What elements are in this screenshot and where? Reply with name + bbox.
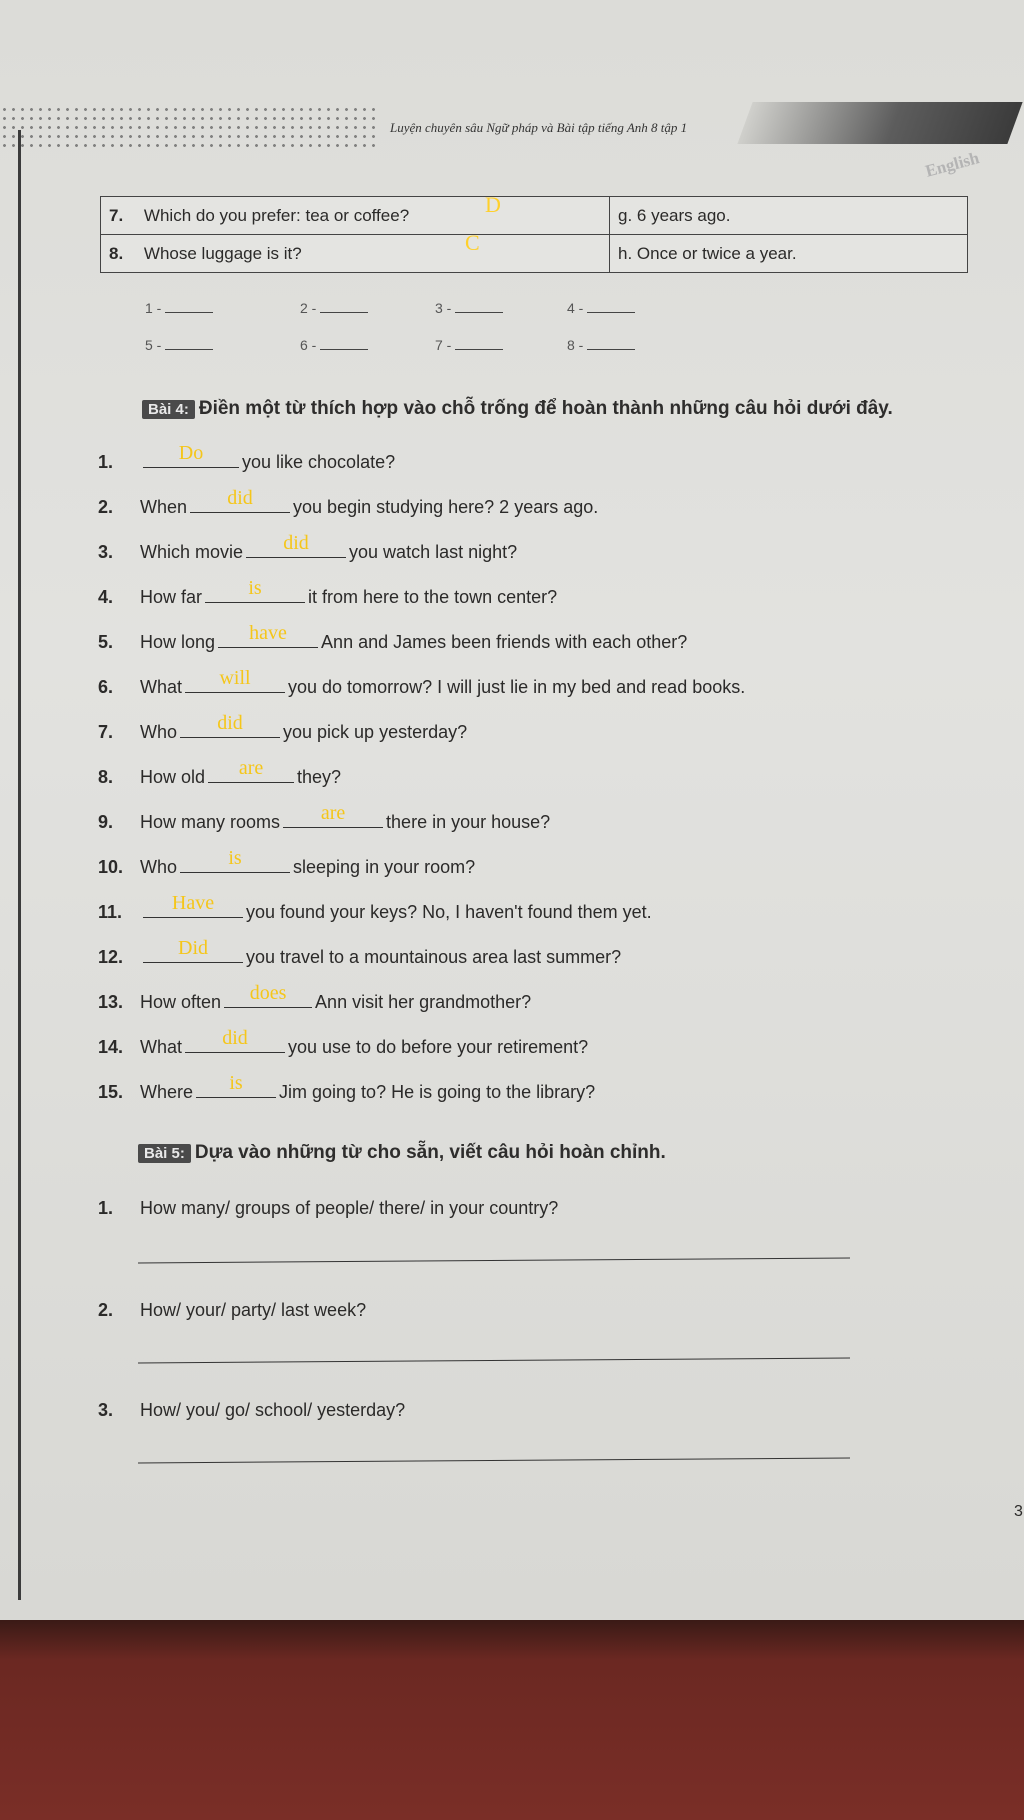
fill-in-blank[interactable] <box>185 667 285 693</box>
handwritten-answer: did <box>217 712 243 734</box>
question-text-after: it from here to the town center? <box>308 587 558 607</box>
question-row <box>98 937 622 968</box>
question-row <box>98 442 396 473</box>
question-number: 1. <box>98 1198 114 1218</box>
handwritten-answer: Did <box>178 937 208 959</box>
question-number: 9. <box>98 812 114 832</box>
question-prompt: How/ you/ go/ school/ yesterday? <box>140 1400 406 1420</box>
blank-item <box>145 337 213 353</box>
question-text-before: How often <box>140 992 222 1012</box>
answer-line <box>138 1258 850 1264</box>
question-row <box>98 532 518 563</box>
fill-in-blank[interactable] <box>180 712 280 738</box>
question-text-before: Which movie <box>140 542 244 562</box>
section-5-heading <box>138 1142 666 1164</box>
blank-label: 5 - <box>145 337 162 353</box>
handwritten-answer: are <box>238 757 264 779</box>
question-text-after: sleeping in your room? <box>293 857 476 877</box>
question-number: 3. <box>98 1400 114 1420</box>
question-text-after: you do tomorrow? I will just lie in my bed and read books. <box>288 677 746 697</box>
question-number: 12. <box>98 947 124 967</box>
fill-in-blank[interactable] <box>196 1072 276 1098</box>
fill-in-blank[interactable] <box>185 1027 285 1053</box>
question-number: 6. <box>98 677 114 697</box>
question-row <box>98 577 558 608</box>
question-text-after: Jim going to? He is going to the library? <box>279 1082 596 1102</box>
question-text-before: How far <box>140 587 203 607</box>
handwritten-answer: Do <box>178 442 204 464</box>
question-number: 10. <box>98 857 124 877</box>
question-text-before: How long <box>140 632 216 652</box>
list-item <box>98 1198 558 1219</box>
question-number: 2. <box>98 497 114 517</box>
handwritten-answer: D <box>485 192 501 217</box>
question-text-after: you found your keys? No, I haven't found them yet. <box>246 902 652 922</box>
fill-in-blank[interactable] <box>246 532 346 558</box>
section-badge: Bài 4: <box>142 400 195 419</box>
question-number: 14. <box>98 1037 124 1057</box>
fill-in-blank[interactable] <box>180 847 290 873</box>
question-number: 11. <box>98 902 123 922</box>
question-text-after: you travel to a mountainous area last summer? <box>246 947 622 967</box>
section-title: Điền một từ thích hợp vào chỗ trống để hoàn thành những câu hỏi dưới đây. <box>198 398 893 419</box>
blank-item <box>145 300 213 316</box>
blank-item <box>435 337 503 353</box>
question-row <box>98 622 688 653</box>
blank-label: 1 - <box>145 300 162 316</box>
fill-in-blank[interactable] <box>143 442 239 468</box>
question-text-after: Ann and James been friends with each other? <box>321 632 688 652</box>
question-cell <box>101 230 610 273</box>
blank-item <box>300 300 368 316</box>
question-number: 1. <box>98 452 114 472</box>
question-text-before: How old <box>140 767 206 787</box>
question-number: 5. <box>98 632 114 652</box>
table-row <box>101 235 968 273</box>
question-row <box>98 892 652 923</box>
question-text-before: Where <box>140 1082 194 1102</box>
question-text-before: Who <box>140 857 178 877</box>
handwritten-answer: C <box>465 230 480 255</box>
question-text-after: you begin studying here? 2 years ago. <box>293 497 599 517</box>
blank-item <box>567 337 635 353</box>
question-number: 7. <box>98 722 114 742</box>
question-number: 7. <box>109 205 124 225</box>
handwritten-answer: is <box>248 577 262 599</box>
question-row <box>98 667 746 698</box>
handwritten-answer: does <box>249 982 287 1004</box>
question-text-after: you like chocolate? <box>242 452 396 472</box>
question-number: 2. <box>98 1300 114 1320</box>
answer-line <box>138 1358 850 1364</box>
blank-label: 2 - <box>300 300 317 316</box>
blank-label: 3 - <box>435 300 452 316</box>
question-number: 13. <box>98 992 124 1012</box>
option-cell: g. 6 years ago. <box>610 197 968 235</box>
handwritten-answer: have <box>249 622 287 644</box>
handwritten-answer: did <box>283 532 309 554</box>
matching-table <box>100 192 968 273</box>
question-text-before: Who <box>140 722 178 742</box>
question-cell <box>101 192 610 235</box>
question-prompt: How many/ groups of people/ there/ in your country? <box>140 1198 559 1218</box>
question-number: 15. <box>98 1082 124 1102</box>
brand-logo: English <box>923 148 982 181</box>
handwritten-answer: did <box>227 487 253 509</box>
list-item <box>98 1300 366 1321</box>
blank-label: 7 - <box>435 337 452 353</box>
page-number: 3 <box>1014 1503 1023 1520</box>
question-text-after: there in your house? <box>386 812 551 832</box>
book-title: Luyện chuyên sâu Ngữ pháp và Bài tập tiếng Anh 8 tập 1 <box>390 120 688 135</box>
question-prompt: How/ your/ party/ last week? <box>140 1300 367 1320</box>
question-row <box>98 1072 596 1103</box>
desk-background <box>0 1620 1024 1820</box>
fill-in-blank[interactable] <box>283 802 383 828</box>
handwritten-answer: is <box>229 1072 243 1094</box>
question-row <box>98 847 476 878</box>
blank-item <box>300 337 368 353</box>
question-text-before: What <box>140 1037 183 1057</box>
blank-label: 8 - <box>567 337 584 353</box>
fill-in-blank[interactable] <box>224 982 312 1008</box>
question-row <box>98 712 468 743</box>
question-text-before: When <box>140 497 188 517</box>
question-text: Which do you prefer: tea or coffee? <box>143 205 410 225</box>
fill-in-blank[interactable] <box>205 577 305 603</box>
dot-pattern-decoration <box>0 105 380 151</box>
fill-in-blank[interactable] <box>143 892 243 918</box>
question-row <box>98 802 551 833</box>
question-text: Whose luggage is it? <box>143 243 302 263</box>
question-text-after: Ann visit her grandmother? <box>315 992 532 1012</box>
question-row <box>98 757 342 788</box>
question-text-after: they? <box>297 767 342 787</box>
fill-in-blank[interactable] <box>190 487 290 513</box>
handwritten-answer: are <box>320 802 346 824</box>
fill-in-blank[interactable] <box>143 937 243 963</box>
list-item <box>98 1400 405 1421</box>
section-badge: Bài 5: <box>138 1144 191 1163</box>
question-row <box>98 982 532 1013</box>
question-row <box>98 1027 589 1058</box>
table-row <box>101 197 968 235</box>
blank-item <box>435 300 503 316</box>
blank-label: 6 - <box>300 337 317 353</box>
question-text-after: you watch last night? <box>349 542 518 562</box>
section-title: Dựa vào những từ cho sẵn, viết câu hỏi hoàn chỉnh. <box>194 1142 666 1163</box>
question-number: 8. <box>98 767 114 787</box>
handwritten-answer: will <box>219 667 251 689</box>
handwritten-answer: is <box>228 847 242 869</box>
answer-line <box>138 1458 850 1464</box>
fill-in-blank[interactable] <box>208 757 294 783</box>
question-number: 3. <box>98 542 114 562</box>
question-text-before: What <box>140 677 183 697</box>
option-cell: h. Once or twice a year. <box>610 235 968 273</box>
question-number: 4. <box>98 587 114 607</box>
question-text-after: you pick up yesterday? <box>283 722 468 742</box>
question-text-before: How many rooms <box>140 812 281 832</box>
blank-item <box>567 300 635 316</box>
question-text-after: you use to do before your retirement? <box>288 1037 589 1057</box>
section-4-heading <box>142 398 893 420</box>
question-number: 8. <box>109 243 124 263</box>
handwritten-answer: did <box>222 1027 248 1049</box>
question-row <box>98 487 599 518</box>
blank-label: 4 - <box>567 300 584 316</box>
handwritten-answer: Have <box>171 892 215 914</box>
header-corner-decoration <box>737 102 1022 144</box>
fill-in-blank[interactable] <box>218 622 318 648</box>
binding-line <box>18 130 21 1600</box>
